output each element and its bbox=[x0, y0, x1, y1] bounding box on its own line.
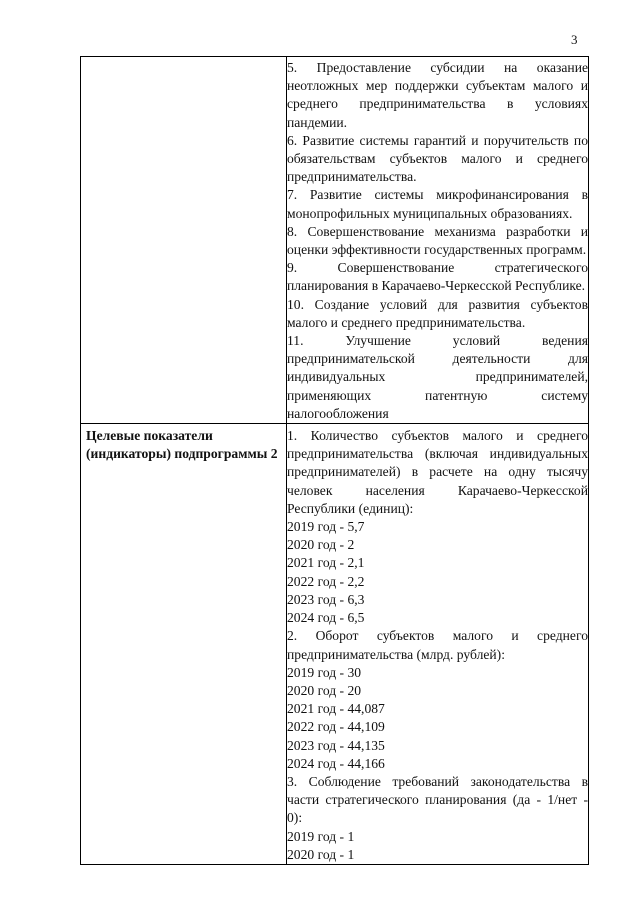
left-label bbox=[81, 57, 286, 60]
indicators-label-cell bbox=[81, 424, 287, 865]
list-item: 10. Создание условий для развития субъектов малого и среднего предпринимательства. bbox=[287, 296, 588, 330]
indicator-year: 2022 год - 44,109 bbox=[287, 719, 385, 735]
indicator-year: 2022 год - 2,2 bbox=[287, 573, 365, 589]
list-item: 6. Развитие системы гарантий и поручительств по обязательствам субъектов малого и среднего предпринимательства. bbox=[287, 132, 588, 185]
left-cell-empty bbox=[81, 57, 287, 424]
measures-cell bbox=[287, 57, 589, 424]
indicator-year: 2020 год - 2 bbox=[287, 537, 355, 553]
list-item: 11. Улучшение условий ведения предпринимательской деятельности для индивидуальных предпринимателей, применяющих патентную систему налогообложения bbox=[287, 333, 588, 421]
list-item: 5. Предоставление субсидии на оказание неотложных мер поддержки субъектам малого и среднего предпринимательства в условиях пандемии. bbox=[287, 60, 588, 130]
indicator-year: 2020 год - 1 bbox=[287, 846, 355, 862]
indicator-year: 2023 год - 44,135 bbox=[287, 737, 385, 753]
indicator-title: 2. Оборот субъектов малого и среднего предпринимательства (млрд. рублей): bbox=[287, 628, 588, 662]
indicator-year: 2021 год - 44,087 bbox=[287, 701, 385, 717]
list-item: 7. Развитие системы микрофинансирования в монопрофильных муниципальных образованиях. bbox=[287, 187, 588, 221]
indicators-label: Целевые показатели (индикаторы) подпрограммы 2 bbox=[86, 428, 278, 462]
table-row bbox=[81, 57, 589, 424]
indicator-year: 2024 год - 44,166 bbox=[287, 755, 385, 771]
list-item: 8. Совершенствование механизма разработки и оценки эффективности государственных программ. bbox=[287, 223, 588, 258]
table-row bbox=[81, 424, 589, 865]
indicator-year: 2020 год - 20 bbox=[287, 682, 362, 698]
indicator-title: 3. Соблюдение требований законодательства в части стратегического планирования (да - 1/нет - 0): bbox=[287, 773, 588, 826]
page-number: 3 bbox=[571, 32, 578, 47]
indicator-year: 2019 год - 1 bbox=[287, 828, 355, 844]
list-item: 9. Совершенствование стратегического планирования в Карачаево-Черкесской Республике. bbox=[287, 260, 588, 294]
indicator-year: 2021 год - 2,1 bbox=[287, 555, 365, 571]
indicator-title: 1. Количество субъектов малого и среднего предпринимательства (включая индивидуальных предпринимателей) в расчете на одну тысячу человек населения Карачаево-Черкесской Республики (единиц): bbox=[287, 428, 588, 516]
indicators-cell bbox=[287, 424, 589, 865]
indicator-year: 2023 год - 6,3 bbox=[287, 591, 365, 607]
program-table bbox=[80, 56, 589, 865]
indicator-year: 2019 год - 30 bbox=[287, 664, 362, 680]
indicator-year: 2019 год - 5,7 bbox=[287, 519, 365, 535]
indicator-year: 2024 год - 6,5 bbox=[287, 610, 365, 626]
